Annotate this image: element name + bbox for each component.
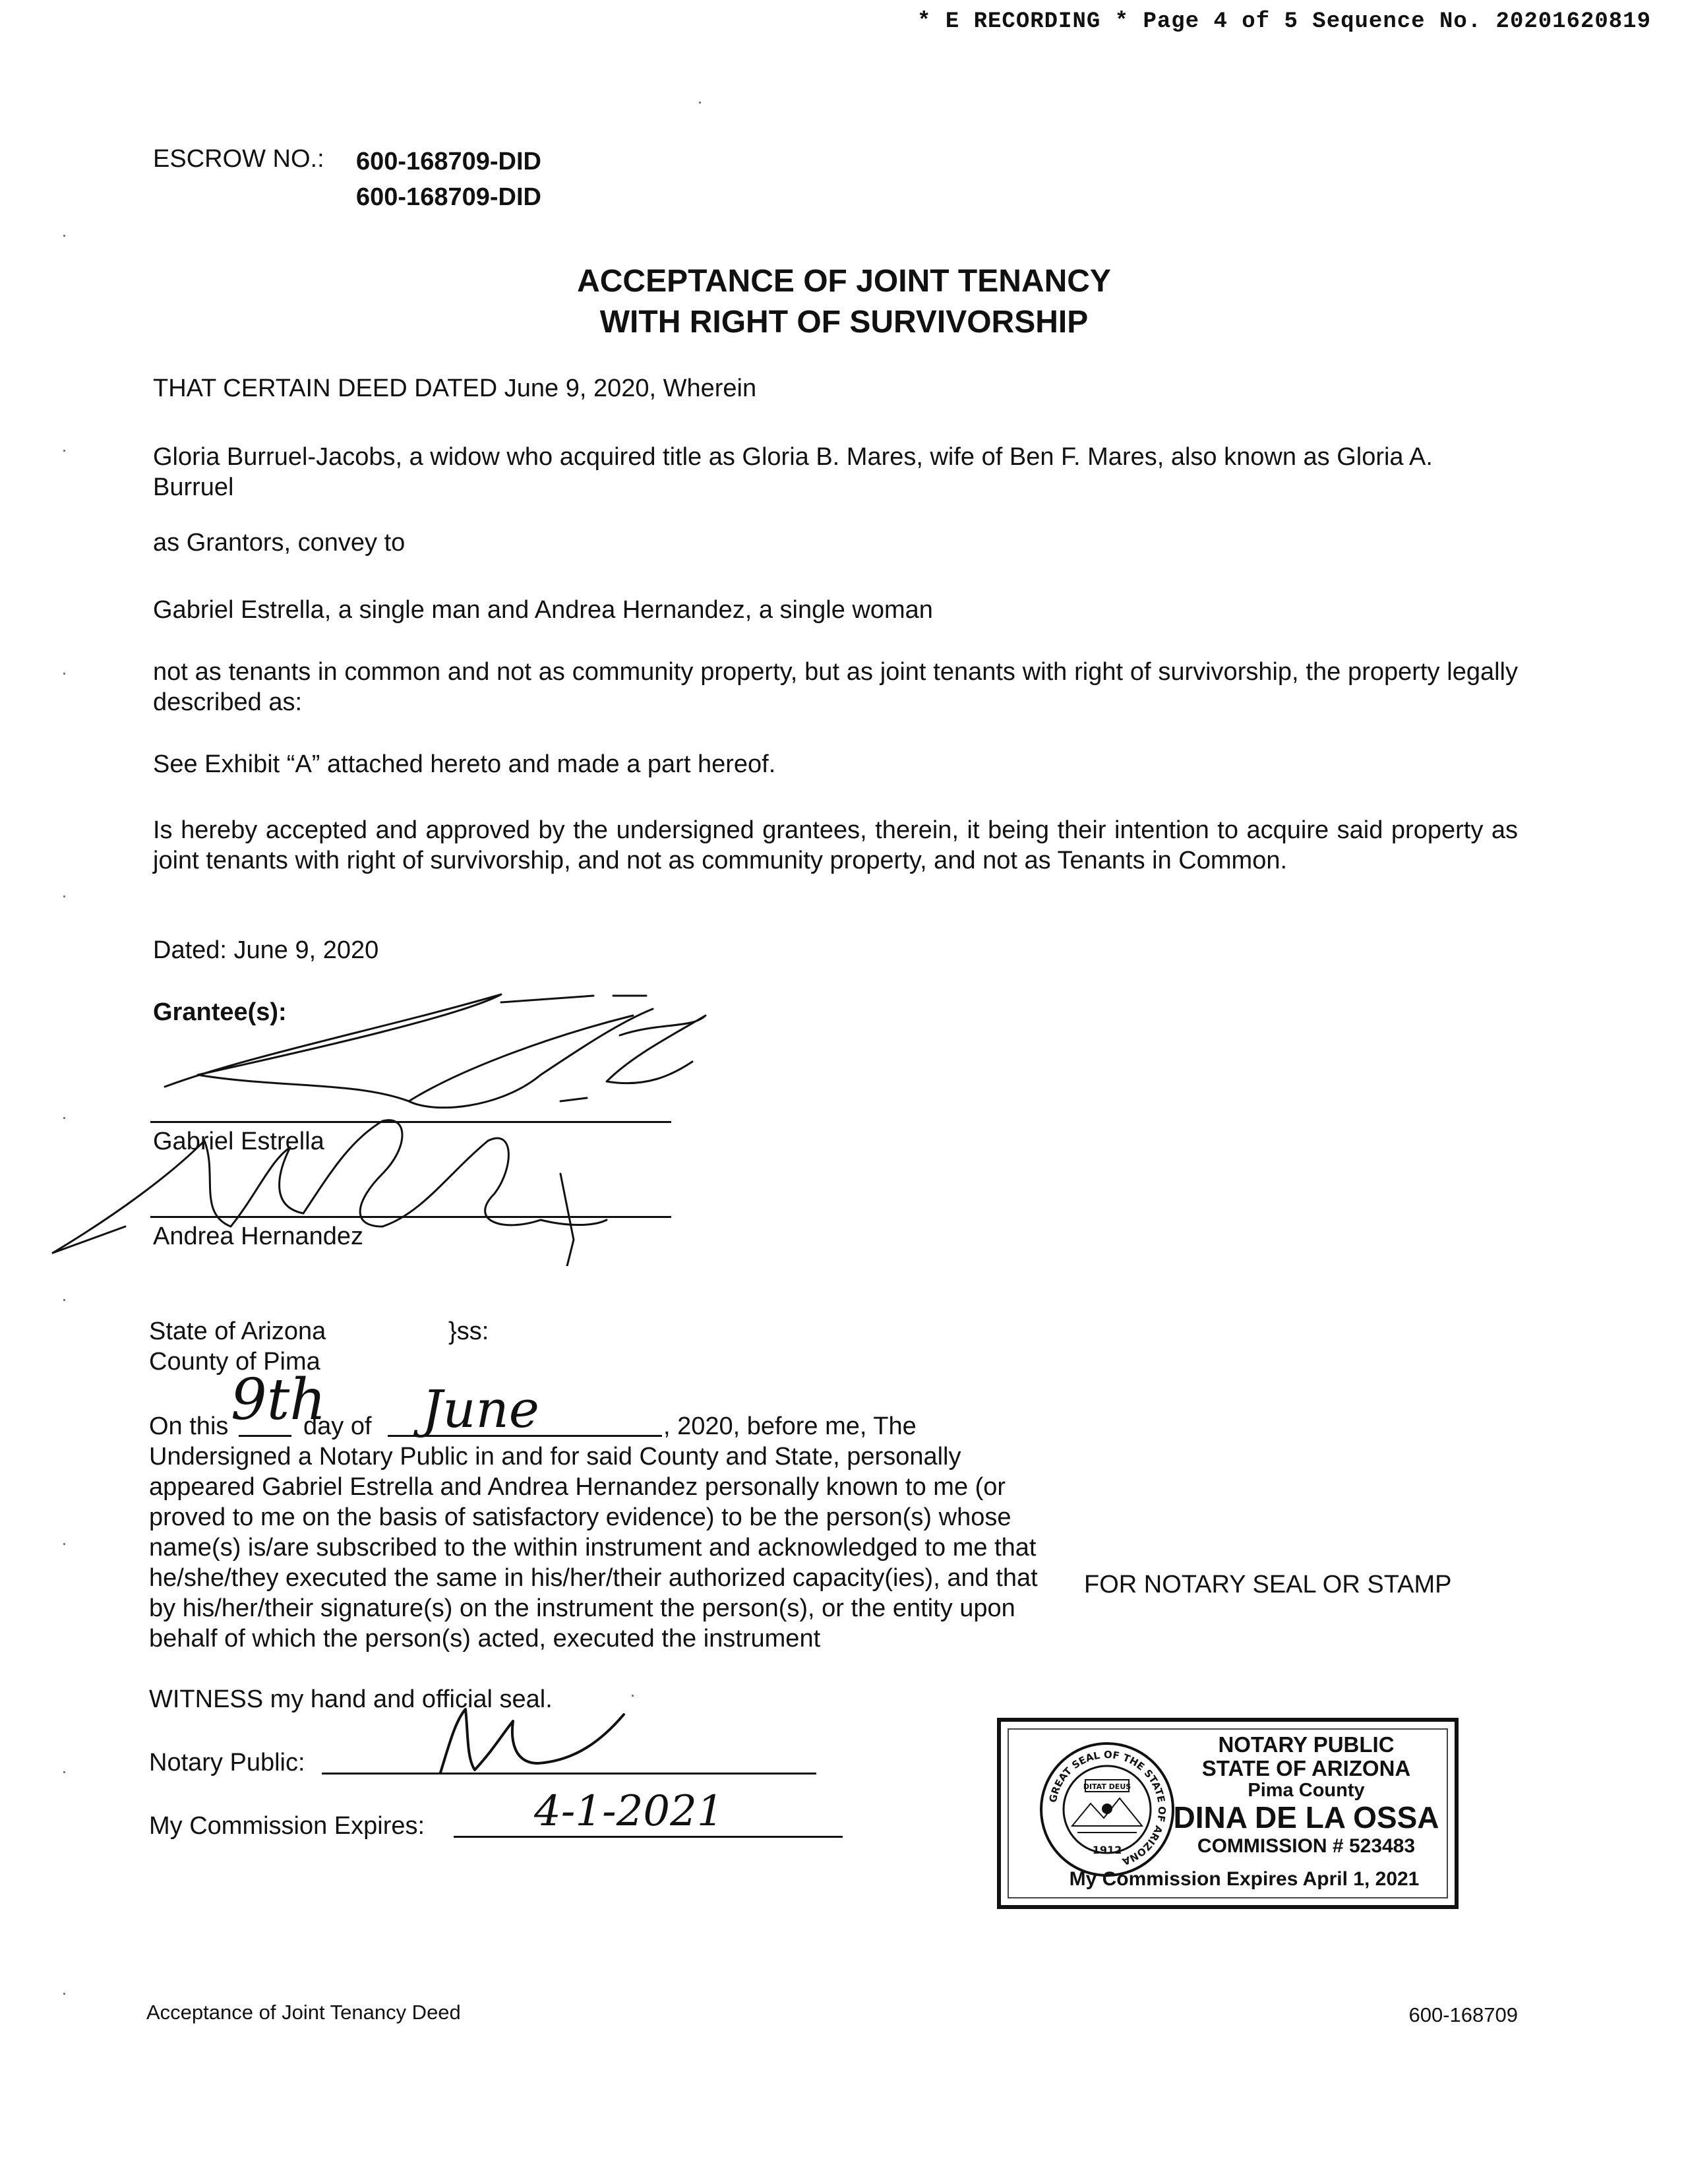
seal-year: 1912 bbox=[1092, 1844, 1122, 1856]
scan-speck bbox=[63, 235, 65, 237]
venue-ss: }ss: bbox=[448, 1318, 489, 1345]
year-text: , 2020, before me, The bbox=[663, 1412, 917, 1440]
exhibit-text: See Exhibit “A” attached hereto and made a part hereof. bbox=[153, 750, 776, 778]
document-title-line-2: WITH RIGHT OF SURVIVORSHIP bbox=[599, 305, 1089, 340]
scan-speck bbox=[63, 1299, 65, 1301]
venue-state: State of Arizona bbox=[149, 1318, 326, 1345]
stamp-line-commission-number: COMMISSION # 523483 bbox=[1197, 1835, 1416, 1857]
scan-speck bbox=[699, 102, 701, 104]
grantee-signatures bbox=[40, 976, 765, 1266]
footer-left: Acceptance of Joint Tenancy Deed bbox=[146, 2001, 461, 2024]
escrow-label: ESCROW NO.: bbox=[153, 145, 324, 173]
scan-speck bbox=[63, 895, 65, 897]
commission-expires-label: My Commission Expires: bbox=[149, 1812, 425, 1840]
venue-county: County of Pima bbox=[149, 1348, 320, 1376]
notary-public-label: Notary Public: bbox=[149, 1749, 305, 1776]
grantee-1-name: Gabriel Estrella bbox=[153, 1128, 324, 1155]
grantees-heading: Grantee(s): bbox=[153, 998, 287, 1026]
scan-speck bbox=[63, 673, 65, 675]
on-this-label: On this bbox=[149, 1412, 229, 1440]
seal-motto: DITAT DEUS bbox=[1083, 1782, 1131, 1791]
stamp-line-state: STATE OF ARIZONA bbox=[1201, 1756, 1411, 1780]
scan-speck bbox=[63, 1117, 65, 1119]
scan-speck bbox=[632, 1695, 634, 1697]
day-handwritten: 9th bbox=[231, 1367, 326, 1433]
month-handwritten: June bbox=[422, 1380, 539, 1440]
stamp-line-notary-name: DINA DE LA OSSA bbox=[1173, 1800, 1439, 1835]
seal-ring-text: GREAT SEAL OF THE STATE OF ARIZONA bbox=[1046, 1748, 1168, 1868]
tenancy-text: not as tenants in common and not as community property, but as joint tenants with right of survivorship, the property legally described as: bbox=[153, 658, 1518, 716]
grantee-2-name: Andrea Hernandez bbox=[153, 1223, 363, 1250]
day-of-label: day of bbox=[303, 1412, 372, 1440]
grantees-text: Gabriel Estrella, a single man and Andrea Hernandez, a single woman bbox=[153, 596, 933, 624]
escrow-number-1: 600-168709-DID bbox=[356, 148, 541, 175]
stamp-line-commission-expires: My Commission Expires April 1, 2021 bbox=[1069, 1868, 1420, 1890]
scan-speck bbox=[63, 1543, 65, 1545]
recording-header: * E RECORDING * Page 4 of 5 Sequence No. 20201620819 bbox=[917, 9, 1651, 34]
convey-text: as Grantors, convey to bbox=[153, 529, 406, 557]
document-title-line-1: ACCEPTANCE OF JOINT TENANCY bbox=[577, 264, 1111, 299]
day-blank bbox=[239, 1435, 291, 1437]
state-seal-icon bbox=[1038, 1740, 1176, 1879]
witness-text: WITNESS my hand and official seal. bbox=[149, 1685, 553, 1713]
scan-speck bbox=[63, 1771, 65, 1773]
notary-paragraph: Undersigned a Notary Public in and for said County and State, personally appeared Gabriel Estrella and Andrea Hernandez personally known to me (or proved to me on the basis of satisfactory evidence) to be the person(s) whose name(s) is/are subscribed to the within instrument and acknowledged to me that he/she/they executed the same in his/her/their authorized capacity(ies), and that by his/her/their signature(s) on the instrument the person(s), or the entity upon behalf of which the person(s) acted, executed the instrument bbox=[149, 1443, 1038, 1653]
scan-speck bbox=[63, 1993, 65, 1995]
commission-expires-handwritten: 4-1-2021 bbox=[534, 1787, 724, 1836]
escrow-number-2: 600-168709-DID bbox=[356, 183, 541, 211]
grantors-text: Gloria Burruel-Jacobs, a widow who acquired title as Gloria B. Mares, wife of Ben F. Mares, also known as Gloria A. Burruel bbox=[153, 443, 1433, 501]
seal-caption: FOR NOTARY SEAL OR STAMP bbox=[1084, 1571, 1452, 1598]
notary-stamp bbox=[997, 1718, 1459, 1909]
stamp-line-county: Pima County bbox=[1248, 1780, 1365, 1801]
commission-expires-line bbox=[454, 1836, 843, 1838]
dated-text: Dated: June 9, 2020 bbox=[153, 936, 379, 964]
deed-dated-text: THAT CERTAIN DEED DATED June 9, 2020, Wherein bbox=[153, 375, 757, 402]
scan-speck bbox=[63, 450, 65, 452]
stamp-line-notary-public: NOTARY PUBLIC bbox=[1218, 1732, 1395, 1757]
notary-signature bbox=[429, 1695, 646, 1780]
footer-right: 600-168709 bbox=[1408, 2003, 1518, 2026]
acceptance-text: Is hereby accepted and approved by the undersigned grantees, therein, it being their intention to acquire said property as joint tenants with right of survivorship, and not as community property, and not as Tenants in Common. bbox=[153, 816, 1518, 874]
